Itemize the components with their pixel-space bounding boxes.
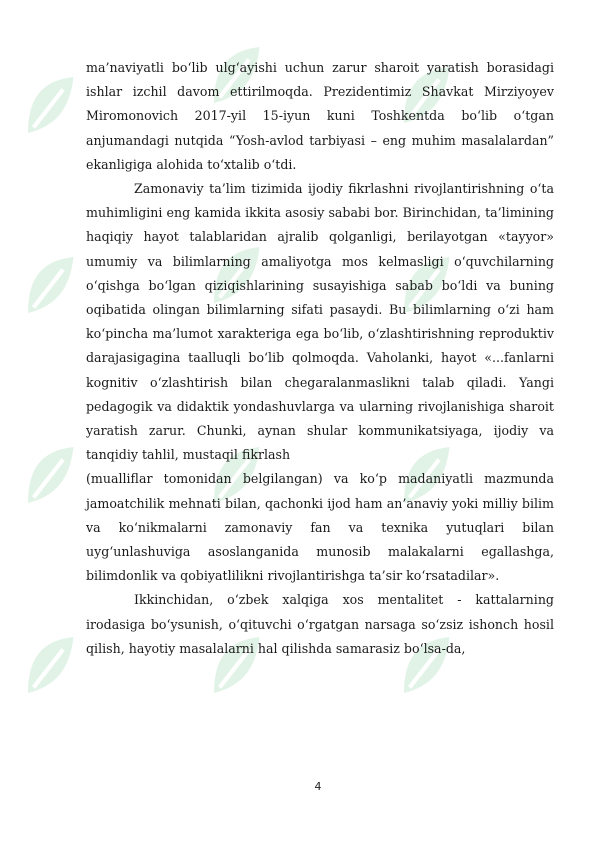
page-number: 4 <box>314 780 322 793</box>
watermark-logo-icon <box>14 440 84 510</box>
paragraph-second-reason: Ikkinchidan, o‘zbek xalqiga xos mentalitet - kattalarning irodasiga bo‘ysunish, o‘qituvchi o‘rgatgan narsaga so‘zsiz ishonch hosil qilish, hayotiy masalalarni hal qilishda samarasiz bo‘lsa-da, <box>86 592 554 656</box>
paragraph-continuation: ma’naviyatli bo‘lib ulg‘ayishi uchun zarur sharoit yaratish borasidagi ishlar izchil davom ettirilmoqda. Prezidentimiz Shavkat Mirziyoyev Miromonovich 2017-yil 15-iyun kuni Toshkentda bo‘lib o‘tgan anjumandagi nutqida “Yosh-avlod tarbiyasi – eng muhim masalalardan” ekanligiga alohida to‘xtalib o‘tdi. <box>86 60 554 172</box>
watermark-logo-icon <box>14 70 84 140</box>
watermark-logo-icon <box>14 250 84 320</box>
paragraph-quote-continuation: (mualliflar tomonidan belgilangan) va ko‘p madaniyatli mazmunda jamoatchilik mehnati bilan, qachonki ijod ham an’anaviy yoki milliy bilim va ko‘nikmalarni zamonaviy fan va texnika yutuqlari bilan uyg‘unlashuviga asoslanganida munosib malakalarni egallashga, bilimdonlik va qobiyatlilikni rivojlantirishga ta’sir ko‘rsatadilar». <box>86 471 554 584</box>
paragraph-first-reason: Zamonaviy ta’lim tizimida ijodiy fikrlashni rivojlantirishning o‘ta muhimligini eng kamida ikkita asosiy sababi bor. Birinchidan, ta’limining haqiqiy hayot talablaridan ajralib qolganligi, berilayotgan «tayyor» umumiy va bilimlarning amaliyotga mos kelmasligi o‘quvchilarning o‘qishga bo‘lgan qiziqishlarining susayishiga sabab bo‘ldi va buning oqibatida olingan bilimlarning sifati pasaydi. Bu bilimlarning o‘zi ham ko‘pincha ma’lumot xarakteriga ega bo‘lib, o‘zlashtirishning reproduktiv darajasigagina taalluqli bo‘lib qolmoqda. Vaholanki, hayot «...fanlarni kognitiv o‘zlashtirish bilan chegaralanmaslikni talab qiladi. Yangi pedagogik va didaktik yondashuvlarga va ularning rivojlanishiga sharoit yaratish zarur. Chunki, aynan shular kommunikatsiyaga, ijodiy va tanqidiy tahlil, mustaqil fikrlash <box>86 181 554 463</box>
document-body <box>86 56 554 661</box>
watermark-logo-icon <box>14 630 84 700</box>
